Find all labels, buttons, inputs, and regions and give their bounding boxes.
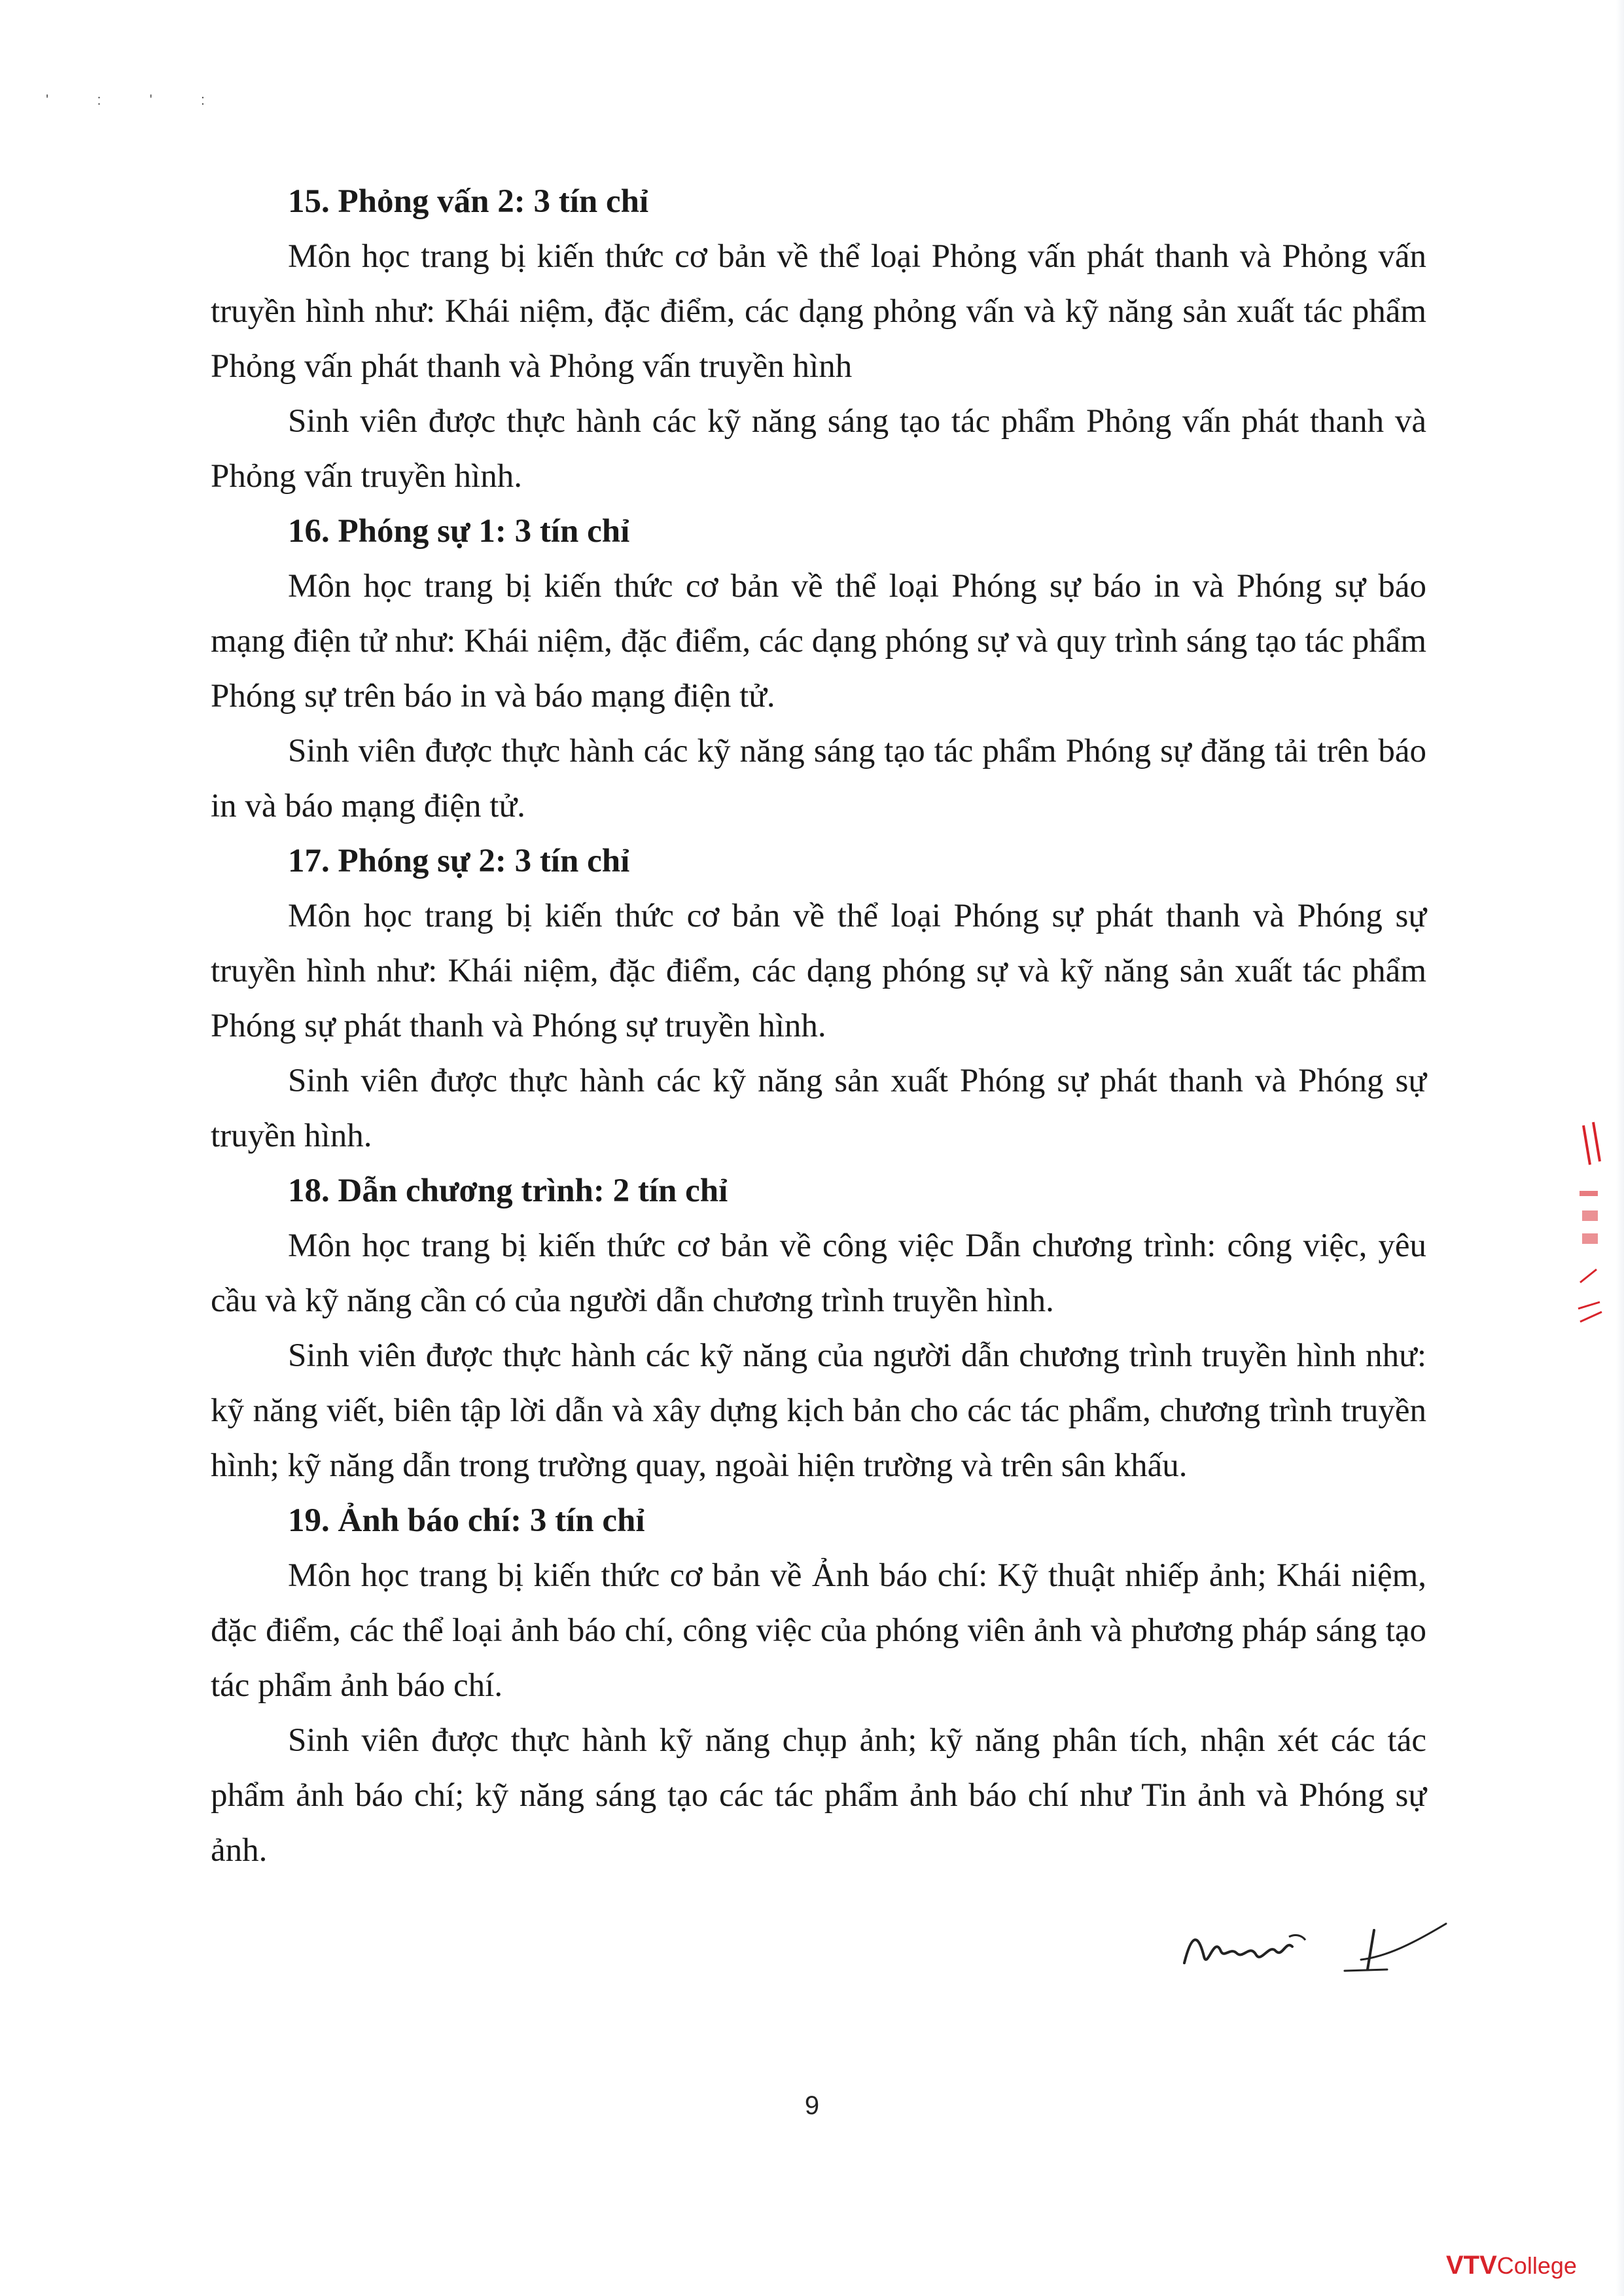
- section-paragraph: Môn học trang bị kiến thức cơ bản về thể loại Phóng sự phát thanh và Phóng sự truyền hình như: Khái niệm, đặc điểm, các dạng phóng sự và kỹ năng sản xuất tác phẩm Phóng sự phát thanh và Phóng sự truyền hình.: [211, 898, 1426, 1044]
- section-15: [211, 174, 1426, 504]
- margin-ink-marks: [1570, 1112, 1610, 1453]
- section-paragraph: Môn học trang bị kiến thức cơ bản về Ảnh báo chí: Kỹ thuật nhiếp ảnh; Khái niệm, đặc điểm, các thể loại ảnh báo chí, công việc của phóng viên ảnh và phương pháp sáng tạo tác phẩm ảnh báo chí.: [211, 1557, 1426, 1704]
- scan-edge-shadow: [1616, 0, 1624, 2296]
- vtv-college-logo: [1446, 2251, 1577, 2280]
- section-paragraph: Môn học trang bị kiến thức cơ bản về công việc Dẫn chương trình: công việc, yêu cầu và kỹ năng cần có của người dẫn chương trình truyền hình.: [211, 1227, 1426, 1319]
- section-heading: 18. Dẫn chương trình: 2 tín chỉ: [288, 1173, 728, 1209]
- section-heading: 16. Phóng sự 1: 3 tín chỉ: [288, 513, 630, 550]
- section-17: [211, 834, 1426, 1163]
- section-heading: 19. Ảnh báo chí: 3 tín chỉ: [288, 1502, 645, 1539]
- scan-marks: ' : ' :: [46, 92, 227, 108]
- section-paragraph: Sinh viên được thực hành kỹ năng chụp ảnh; kỹ năng phân tích, nhận xét các tác phẩm ảnh báo chí; kỹ năng sáng tạo các tác phẩm ảnh báo chí như Tin ảnh và Phóng sự ảnh.: [211, 1722, 1426, 1869]
- section-16: [211, 504, 1426, 834]
- section-paragraph: Sinh viên được thực hành các kỹ năng của người dẫn chương trình truyền hình như: kỹ năng viết, biên tập lời dẫn và xây dựng kịch bản cho các tác phẩm, chương trình truyền hình; kỹ năng dẫn trong trường quay, ngoài hiện trường và trên sân khấu.: [211, 1337, 1426, 1484]
- logo-college-text: College: [1496, 2252, 1577, 2279]
- handwritten-signature: [1178, 1911, 1453, 1983]
- section-paragraph: Sinh viên được thực hành các kỹ năng sáng tạo tác phẩm Phỏng vấn phát thanh và Phỏng vấn truyền hình.: [211, 403, 1426, 495]
- logo-vtv-text: VTV: [1446, 2251, 1497, 2280]
- page-number: 9: [804, 2091, 820, 2120]
- document-body: [211, 174, 1426, 1878]
- section-paragraph: Môn học trang bị kiến thức cơ bản về thể loại Phóng sự báo in và Phóng sự báo mạng điện tử như: Khái niệm, đặc điểm, các dạng phóng sự và quy trình sáng tạo tác phẩm Phóng sự trên báo in và báo mạng điện tử.: [211, 568, 1426, 715]
- section-paragraph: Sinh viên được thực hành các kỹ năng sáng tạo tác phẩm Phóng sự đăng tải trên báo in và báo mạng điện tử.: [211, 733, 1426, 824]
- section-18: [211, 1163, 1426, 1493]
- section-heading: 15. Phỏng vấn 2: 3 tín chỉ: [288, 183, 649, 220]
- section-heading: 17. Phóng sự 2: 3 tín chỉ: [288, 843, 630, 879]
- section-19: [211, 1493, 1426, 1878]
- section-paragraph: Môn học trang bị kiến thức cơ bản về thể loại Phỏng vấn phát thanh và Phỏng vấn truyền hình như: Khái niệm, đặc điểm, các dạng phỏng vấn và kỹ năng sản xuất tác phẩm Phỏng vấn phát thanh và Phỏng vấn truyền hình: [211, 238, 1426, 385]
- section-paragraph: Sinh viên được thực hành các kỹ năng sản xuất Phóng sự phát thanh và Phóng sự truyền hình.: [211, 1063, 1426, 1154]
